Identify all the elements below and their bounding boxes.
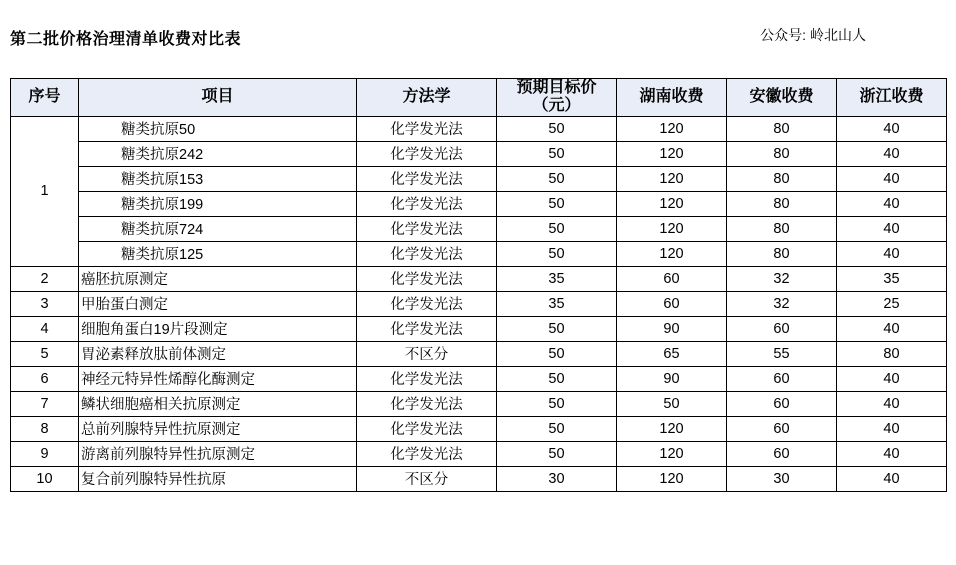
cell-anhui: 80	[727, 166, 837, 191]
table-row	[11, 366, 947, 391]
price-comparison-table	[10, 78, 947, 492]
cell-hunan: 120	[617, 116, 727, 141]
cell-hunan: 60	[617, 266, 727, 291]
cell-anhui: 80	[727, 141, 837, 166]
column-header-target-price	[497, 79, 617, 117]
cell-seq: 8	[11, 416, 79, 441]
cell-anhui: 55	[727, 341, 837, 366]
column-header-target-price-line1: 预期目标价	[516, 79, 597, 96]
cell-method: 化学发光法	[357, 141, 497, 166]
cell-method: 化学发光法	[357, 416, 497, 441]
cell-item: 总前列腺特异性抗原测定	[79, 416, 357, 441]
cell-anhui: 32	[727, 291, 837, 316]
column-header-item: 项目	[79, 79, 357, 117]
cell-item: 细胞角蛋白19片段测定	[79, 316, 357, 341]
cell-zhejiang: 40	[837, 391, 947, 416]
cell-method: 化学发光法	[357, 166, 497, 191]
cell-zhejiang: 40	[837, 316, 947, 341]
account-name: 岭北山人	[810, 27, 866, 43]
cell-target-price: 50	[497, 241, 617, 266]
cell-target-price: 50	[497, 166, 617, 191]
cell-method: 化学发光法	[357, 116, 497, 141]
cell-anhui: 60	[727, 366, 837, 391]
cell-target-price: 35	[497, 291, 617, 316]
cell-target-price: 50	[497, 441, 617, 466]
cell-target-price: 50	[497, 191, 617, 216]
cell-item: 糖类抗原724	[79, 216, 357, 241]
cell-item: 癌胚抗原测定	[79, 266, 357, 291]
cell-zhejiang: 40	[837, 441, 947, 466]
table-row	[11, 291, 947, 316]
cell-item: 糖类抗原199	[79, 191, 357, 216]
cell-method: 化学发光法	[357, 366, 497, 391]
cell-hunan: 120	[617, 216, 727, 241]
column-header-target-price-line2: （元）	[532, 97, 581, 115]
table-row	[11, 216, 947, 241]
cell-zhejiang: 40	[837, 116, 947, 141]
cell-anhui: 60	[727, 316, 837, 341]
table-head	[11, 79, 947, 117]
cell-seq: 4	[11, 316, 79, 341]
table-header-row	[11, 79, 947, 117]
cell-anhui: 32	[727, 266, 837, 291]
page-title: 第二批价格治理清单收费对比表	[10, 31, 242, 48]
cell-item: 鳞状细胞癌相关抗原测定	[79, 391, 357, 416]
table-row	[11, 341, 947, 366]
cell-seq: 10	[11, 466, 79, 491]
column-header-seq: 序号	[11, 79, 79, 117]
cell-method: 化学发光法	[357, 316, 497, 341]
cell-method: 化学发光法	[357, 441, 497, 466]
cell-zhejiang: 40	[837, 141, 947, 166]
cell-item: 游离前列腺特异性抗原测定	[79, 441, 357, 466]
cell-hunan: 90	[617, 316, 727, 341]
cell-seq: 7	[11, 391, 79, 416]
cell-item: 糖类抗原50	[79, 116, 357, 141]
table-row	[11, 116, 947, 141]
cell-zhejiang: 80	[837, 341, 947, 366]
column-header-method: 方法学	[357, 79, 497, 117]
table-row	[11, 241, 947, 266]
cell-item: 糖类抗原125	[79, 241, 357, 266]
cell-hunan: 120	[617, 466, 727, 491]
cell-hunan: 60	[617, 291, 727, 316]
table-row	[11, 416, 947, 441]
cell-hunan: 120	[617, 191, 727, 216]
table-row	[11, 166, 947, 191]
cell-target-price: 50	[497, 216, 617, 241]
cell-hunan: 120	[617, 141, 727, 166]
account-credit	[760, 22, 942, 62]
table-row	[11, 391, 947, 416]
cell-seq: 5	[11, 341, 79, 366]
cell-anhui: 60	[727, 416, 837, 441]
cell-anhui: 60	[727, 441, 837, 466]
cell-hunan: 50	[617, 391, 727, 416]
cell-method: 化学发光法	[357, 241, 497, 266]
cell-target-price: 50	[497, 366, 617, 391]
cell-hunan: 90	[617, 366, 727, 391]
cell-item: 甲胎蛋白测定	[79, 291, 357, 316]
cell-method: 不区分	[357, 341, 497, 366]
table-row	[11, 141, 947, 166]
cell-hunan: 120	[617, 416, 727, 441]
table-row	[11, 466, 947, 491]
cell-zhejiang: 40	[837, 166, 947, 191]
account-badge-placeholder	[868, 22, 942, 62]
cell-zhejiang: 40	[837, 366, 947, 391]
cell-target-price: 35	[497, 266, 617, 291]
cell-target-price: 50	[497, 316, 617, 341]
cell-zhejiang: 40	[837, 216, 947, 241]
cell-target-price: 50	[497, 391, 617, 416]
account-label: 公众号:	[760, 27, 806, 43]
cell-target-price: 50	[497, 141, 617, 166]
column-header-zhejiang: 浙江收费	[837, 79, 947, 117]
cell-zhejiang: 35	[837, 266, 947, 291]
cell-zhejiang: 40	[837, 241, 947, 266]
cell-hunan: 65	[617, 341, 727, 366]
table-row	[11, 191, 947, 216]
cell-seq: 6	[11, 366, 79, 391]
cell-method: 化学发光法	[357, 216, 497, 241]
cell-item: 糖类抗原153	[79, 166, 357, 191]
cell-item: 复合前列腺特异性抗原	[79, 466, 357, 491]
table-row	[11, 441, 947, 466]
cell-target-price: 50	[497, 116, 617, 141]
cell-target-price: 30	[497, 466, 617, 491]
cell-anhui: 80	[727, 191, 837, 216]
cell-method: 化学发光法	[357, 391, 497, 416]
cell-hunan: 120	[617, 241, 727, 266]
column-header-hunan: 湖南收费	[617, 79, 727, 117]
cell-item: 胃泌素释放肽前体测定	[79, 341, 357, 366]
cell-target-price: 50	[497, 416, 617, 441]
cell-method: 化学发光法	[357, 291, 497, 316]
cell-method: 化学发光法	[357, 191, 497, 216]
cell-zhejiang: 40	[837, 466, 947, 491]
cell-hunan: 120	[617, 441, 727, 466]
cell-zhejiang: 25	[837, 291, 947, 316]
cell-item: 糖类抗原242	[79, 141, 357, 166]
cell-hunan: 120	[617, 166, 727, 191]
column-header-anhui: 安徽收费	[727, 79, 837, 117]
table-row	[11, 266, 947, 291]
cell-method: 不区分	[357, 466, 497, 491]
cell-anhui: 80	[727, 116, 837, 141]
cell-anhui: 30	[727, 466, 837, 491]
cell-method: 化学发光法	[357, 266, 497, 291]
cell-item: 神经元特异性烯醇化酶测定	[79, 366, 357, 391]
cell-seq: 3	[11, 291, 79, 316]
cell-target-price: 50	[497, 341, 617, 366]
cell-seq: 9	[11, 441, 79, 466]
table-body	[11, 116, 947, 491]
document-header	[0, 0, 956, 62]
cell-anhui: 80	[727, 216, 837, 241]
table-row	[11, 316, 947, 341]
cell-anhui: 80	[727, 241, 837, 266]
cell-zhejiang: 40	[837, 191, 947, 216]
cell-seq: 1	[11, 116, 79, 266]
cell-zhejiang: 40	[837, 416, 947, 441]
cell-anhui: 60	[727, 391, 837, 416]
cell-seq: 2	[11, 266, 79, 291]
